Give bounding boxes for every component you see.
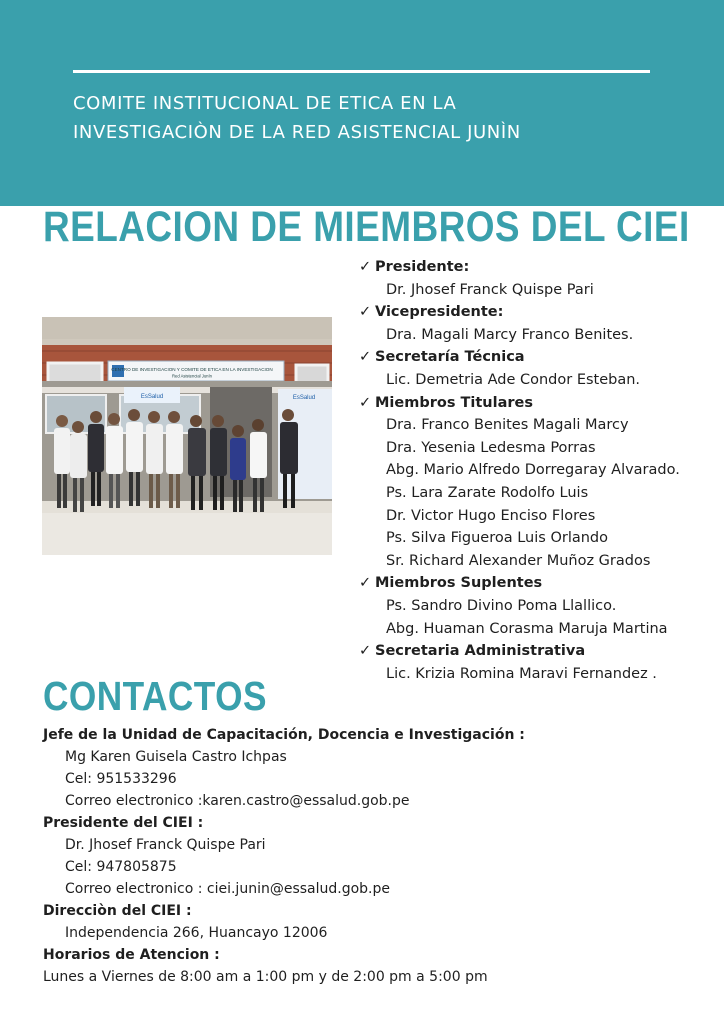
member-name: Lic. Demetria Ade Condor Esteban. (386, 371, 641, 388)
member-name: Ps. Lara Zarate Rodolfo Luis (386, 484, 589, 501)
header-title (73, 89, 673, 147)
member-name: Lic. Krizia Romina Maravi Fernandez . (386, 665, 657, 682)
member-name: Ps. Silva Figueroa Luis Orlando (386, 530, 608, 547)
horarios-label: Horarios de Atencion : (43, 947, 220, 963)
member-role-label: Miembros Suplentes (375, 575, 543, 592)
member-role-label: Secretaria Administrativa (375, 643, 586, 660)
member-name: Dra. Yesenia Ledesma Porras (386, 439, 596, 456)
members-title: RELACION DE MIEMBROS DEL CIEI (43, 203, 690, 251)
header-title-line-1: COMITE INSTITUCIONAL DE ETICA EN LA (73, 93, 457, 114)
presidente-name: Dr. Jhosef Franck Quispe Pari (65, 837, 266, 853)
photo-banner-brand-2: EsSalud (292, 395, 316, 401)
jefe-email: Correo electronico :karen.castro@essalud.gob.pe (65, 793, 410, 809)
jefe-name: Mg Karen Guisela Castro Ichpas (65, 749, 287, 765)
photo-sign-text: CENTRO DE INVESTIGACION Y COMITE DE ETICA EN LA INVESTIGACION (111, 367, 273, 372)
horarios-value: Lunes a Viernes de 8:00 am a 1:00 pm y de 2:00 pm a 5:00 pm (43, 969, 488, 985)
member-role-label: Miembros Titulares (375, 394, 533, 411)
checkmark-icon: ✓ (359, 349, 372, 366)
presidente-phone: Cel: 947805875 (65, 859, 177, 875)
member-role (359, 640, 719, 663)
checkmark-icon: ✓ (359, 575, 372, 592)
member-name: Ps. Sandro Divino Poma Llallico. (386, 597, 617, 614)
member-name: Dra. Franco Benites Magali Marcy (386, 417, 629, 434)
jefe-phone: Cel: 951533296 (65, 771, 177, 787)
members-list (359, 256, 719, 685)
photo-sign-subtext: Red Asistencial Junín (171, 373, 213, 379)
checkmark-icon: ✓ (359, 259, 372, 275)
member-role-label: Secretaría Técnica (375, 349, 525, 366)
member-name: Abg. Huaman Corasma Maruja Martina (386, 620, 668, 637)
header-title-line-2: INVESTIGACIÒN DE LA RED ASISTENCIAL JUNÌN (73, 122, 521, 143)
member-name: Dr. Victor Hugo Enciso Flores (386, 507, 596, 524)
contacts-block (43, 724, 713, 988)
member-role (359, 392, 719, 415)
jefe-label: Jefe de la Unidad de Capacitación, Docencia e Investigación : (43, 727, 525, 743)
checkmark-icon: ✓ (359, 643, 372, 660)
group-photo-illustration (42, 317, 332, 555)
member-role-label: Vicepresidente: (375, 304, 504, 321)
member-name: Sr. Richard Alexander Muñoz Grados (386, 552, 651, 569)
member-name: Dra. Magali Marcy Franco Benites. (386, 326, 634, 343)
member-name: Dr. Jhosef Franck Quispe Pari (386, 281, 594, 298)
member-role (359, 572, 719, 595)
member-role (359, 346, 719, 369)
presidente-label: Presidente del CIEI : (43, 815, 204, 831)
checkmark-icon: ✓ (359, 304, 372, 321)
member-role (359, 301, 719, 324)
direccion-label: Direcciòn del CIEI : (43, 903, 192, 919)
photo-banner-brand-1: EsSalud (140, 394, 164, 400)
contacts-title: CONTACTOS (43, 673, 267, 719)
member-role (359, 256, 719, 279)
checkmark-icon: ✓ (359, 394, 372, 411)
header-rule (73, 70, 650, 73)
group-photo (42, 317, 332, 555)
direccion-value: Independencia 266, Huancayo 12006 (65, 925, 328, 941)
member-name: Abg. Mario Alfredo Dorregaray Alvarado. (386, 462, 680, 479)
header-banner (0, 0, 724, 206)
presidente-email: Correo electronico : ciei.junin@essalud.gob.pe (65, 881, 390, 897)
member-role-label: Presidente: (375, 259, 470, 275)
